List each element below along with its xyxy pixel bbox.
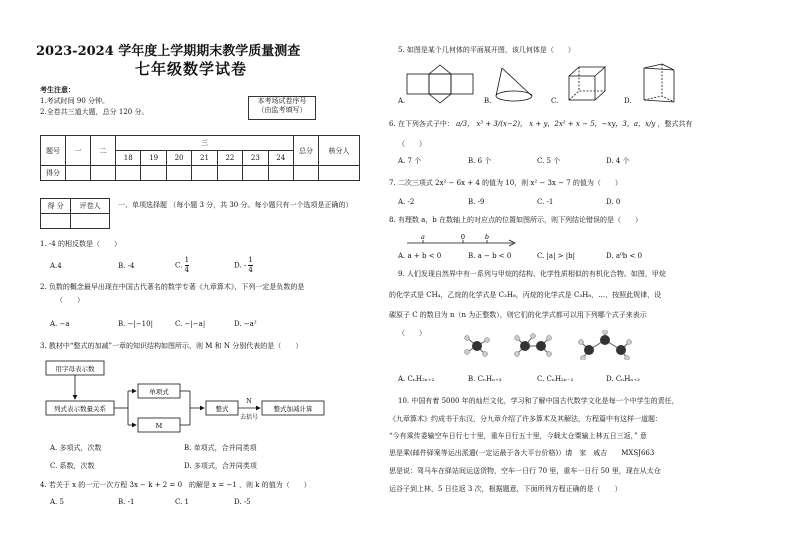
q1-d-denominator: 4 xyxy=(248,265,253,274)
prism-icon xyxy=(640,60,678,106)
score-table xyxy=(40,135,360,181)
section-reviewer-cell[interactable] xyxy=(71,214,110,229)
q9-option-a[interactable]: A. CₙH₂ₙ₊₂ xyxy=(398,375,435,383)
q6-option-b[interactable]: B. 6 个 xyxy=(468,157,492,165)
q3-node-m: M xyxy=(155,422,163,430)
q6-paren: （ ） xyxy=(398,140,426,148)
q1-stem: 1. -4 的相反数是（ ） xyxy=(40,240,121,248)
q3-stem: 3. 教材中“整式的加减”一章的知识结构如图所示，则 M 和 N 分别代表的是（ ） xyxy=(40,342,303,350)
score-sub-18: 18 xyxy=(116,151,141,166)
molecule-models xyxy=(455,330,675,360)
score-col-question: 题号 xyxy=(41,136,66,166)
q7-option-d[interactable]: D. 0 xyxy=(606,198,621,206)
q10-line-2: 《九章算术》约成书于东汉，分九章介绍了许多算术及其解法，方程篇中有这样一道题： xyxy=(389,415,662,423)
score-col-2: 二 xyxy=(91,136,116,166)
q1-c-numerator: 1 xyxy=(184,256,190,264)
score-cell[interactable] xyxy=(66,166,91,181)
q7-option-b[interactable]: B. -9 xyxy=(468,198,485,206)
q8-stem: 8. 有理数 a，b 在数轴上的对应点的位置如图所示，则下列结论错误的是（ ） xyxy=(389,216,643,224)
q6-option-d[interactable]: D. 4 个 xyxy=(606,157,630,165)
q4-option-b[interactable]: B. -1 xyxy=(118,498,135,506)
section-1-title: 一、单项选择题 （每小题 3 分，共 30 分。每小题只有一个选项是正确的） xyxy=(118,201,353,209)
q10-line-1: 10. 中国有着 5000 年的灿烂文化，学习和了解中国古代数学文化是每一个中学生的责任， xyxy=(398,397,679,405)
section-score-label: 得 分 xyxy=(41,199,71,214)
q9-option-c[interactable]: C. CₙH₂ₙ₋₂ xyxy=(537,375,574,383)
q3-node-letters: 用字母表示数 xyxy=(55,365,95,373)
q4-stem: 4. 若关于 x 的一元一次方程 3x − k + 2 = 0 的解是 x = −1 ，则 k 的值为（ ） xyxy=(40,481,311,489)
q8-label-b: b xyxy=(484,233,490,241)
cone-icon xyxy=(492,64,540,104)
q3-option-a[interactable]: A. 多项式，次数 xyxy=(50,444,102,452)
score-cell[interactable] xyxy=(91,166,116,181)
q4-option-c[interactable]: C. 1 xyxy=(175,498,190,506)
q9-option-d[interactable]: D. CₙHₙ₊₃ xyxy=(606,375,640,383)
notice-title: 考生注意： xyxy=(40,85,75,94)
q8-option-a[interactable]: A. a + b < 0 xyxy=(398,252,442,260)
q6-stem-post: ，整式共有 xyxy=(657,120,693,128)
q2-stem: 2. 负数的概念最早出现在中国古代著名的数学专著《九章算术》，下列一定是负数的是 xyxy=(40,283,305,291)
q1-option-b[interactable]: B. -4 xyxy=(118,262,135,270)
q9-line-2: 的化学式是 CH₄，乙烷的化学式是 C₂H₆，丙烷的化学式是 C₃H₈，…，按照此规律，设 xyxy=(389,291,662,299)
q5-option-d[interactable]: D. xyxy=(624,97,632,105)
score-sub-24: 24 xyxy=(268,151,293,166)
q7-option-a[interactable]: A. -2 xyxy=(398,198,415,206)
score-cell[interactable] xyxy=(319,166,360,181)
q3-option-d[interactable]: D. 多项式，合并同类项 xyxy=(184,462,257,470)
q10-line-4: 思是乘(邮件驿案等运出派遣(一定运最于各大平台价格)）请 家 戚吉 MXSJ663 xyxy=(389,449,655,457)
q10-line-5: 思是说：驾马车在驿站间运送货物，空车一日行 70 里，重车一日行 50 里，现在从太仓 xyxy=(389,467,661,475)
q9-option-b[interactable]: B. CₙHₙ₊₃ xyxy=(468,375,502,383)
q2-option-b[interactable]: B. −|−10| xyxy=(118,320,153,328)
q6-stem-pre: 6. 在下列各式子中： xyxy=(389,120,454,128)
exam-grade-title: 七年级数学试卷 xyxy=(135,60,248,78)
score-cell[interactable] xyxy=(192,166,217,181)
q1-option-c[interactable] xyxy=(175,256,189,275)
q4-option-d[interactable]: D. -5 xyxy=(234,498,251,506)
q8-option-c[interactable]: C. |a| > |b| xyxy=(537,252,575,260)
score-col-total: 总分 xyxy=(294,136,319,166)
q1-c-denominator: 4 xyxy=(184,265,190,274)
q1-option-d[interactable] xyxy=(234,256,253,275)
section-reviewer-label: 评卷人 xyxy=(71,199,110,214)
score-col-3: 三 xyxy=(116,136,294,151)
q10-line-6: 运谷子到上林，5 日往返 3 次，根据题意，下面所列方程正确的是（ ） xyxy=(389,485,622,493)
q9-line-1: 9. 人们发现自然界中有一系列与甲烷的结构、化学性质相似的有机化合物。如图，甲烷 xyxy=(398,270,666,278)
score-sub-20: 20 xyxy=(166,151,191,166)
seat-box-note: （由监考填写） xyxy=(257,105,307,114)
score-sub-22: 22 xyxy=(217,151,242,166)
notice-line-1: 1.考试时间 90 分钟。 xyxy=(40,97,110,105)
score-sub-21: 21 xyxy=(192,151,217,166)
q8-number-line xyxy=(405,232,517,248)
q6-option-c[interactable]: C. 5 个 xyxy=(537,157,561,165)
q9-paren: （ ） xyxy=(398,329,426,337)
q1-option-c-prefix: C. xyxy=(175,261,183,270)
q1-option-d-prefix: D. - xyxy=(234,261,247,270)
q6-expressions: a/3， x³ + 3/(x−2)， x + y，2x² + x − 5，−xy，3，a，x/y xyxy=(456,120,656,128)
q10-line-3: “今有乘传委输空车日行七十里，重车日行五十里，今载太仓粟输上林五日三返，” 意 xyxy=(389,432,647,440)
q6-option-a[interactable]: A. 7 个 xyxy=(398,157,422,165)
q1-option-a[interactable]: A.4 xyxy=(50,262,62,270)
score-cell[interactable] xyxy=(141,166,166,181)
q2-paren: （ ） xyxy=(56,296,84,304)
section-score-cell[interactable] xyxy=(41,214,71,229)
score-cell[interactable] xyxy=(217,166,242,181)
q5-option-b[interactable]: B. xyxy=(484,97,492,105)
q4-option-a[interactable]: A. 5 xyxy=(50,498,64,506)
q8-option-d[interactable]: D. a⁰b < 0 xyxy=(606,252,643,260)
q3-edge-n: N xyxy=(246,398,252,405)
q3-edge-merge: 去括号 xyxy=(239,414,259,421)
score-sub-19: 19 xyxy=(141,151,166,166)
q5-option-a[interactable]: A. xyxy=(398,97,406,105)
q3-node-polynomial: 整式 xyxy=(215,405,229,413)
q3-node-monomial: 单项式 xyxy=(149,388,169,396)
q9-line-3: 碳原子 C 的数目为 n（n 为正整数），则它们的化学式都可以用下列哪个式子来表示 xyxy=(389,311,647,319)
q5-stem: 5. 如图是某个几何体的平面展开图，该几何体是（ ） xyxy=(398,46,575,54)
seat-number-box xyxy=(248,96,316,120)
seat-box-label: 本考场试卷序号 xyxy=(257,97,307,105)
score-col-1: 一 xyxy=(66,136,91,166)
q2-option-a[interactable]: A. −a xyxy=(50,320,70,328)
cube-icon xyxy=(565,64,609,104)
q3-node-expression: 列式表示数量关系 xyxy=(54,405,106,413)
q2-option-c[interactable]: C. −|−a| xyxy=(175,320,206,328)
q5-option-c[interactable]: C. xyxy=(551,97,559,105)
score-cell[interactable] xyxy=(116,166,141,181)
q8-label-0: 0 xyxy=(460,233,466,241)
q3-knowledge-diagram xyxy=(44,355,344,435)
q3-node-calc: 整式加减计算 xyxy=(273,405,313,413)
q3-option-b[interactable]: B. 单项式，合并同类项 xyxy=(184,444,257,452)
score-cell[interactable] xyxy=(166,166,191,181)
q3-option-c[interactable]: C. 系数，次数 xyxy=(50,462,95,470)
exam-year-title: 2023-2024 学年度上学期期末教学质量测查 xyxy=(36,44,301,59)
notice-line-2: 2.全卷共三道大题，总分 120 分。 xyxy=(40,108,149,116)
score-cell[interactable] xyxy=(243,166,268,181)
q8-option-b[interactable]: B. a − b < 0 xyxy=(468,252,512,260)
q2-option-d[interactable]: D. −a² xyxy=(234,320,257,328)
q6-stem xyxy=(389,120,719,129)
section-score-box xyxy=(40,198,110,229)
score-row-label: 得分 xyxy=(41,166,66,181)
score-cell[interactable] xyxy=(268,166,293,181)
q1-d-numerator: 1 xyxy=(248,256,253,264)
score-col-checker: 核分人 xyxy=(319,136,360,166)
q5-net-figure xyxy=(405,64,485,104)
score-sub-23: 23 xyxy=(243,151,268,166)
score-cell[interactable] xyxy=(294,166,319,181)
q7-stem: 7. 二次三项式 2x² − 6x + 4 的值为 10，则 x² − 3x − 7 的值为（ ） xyxy=(389,179,622,187)
q7-option-c[interactable]: C. -1 xyxy=(537,198,554,206)
q8-label-a: a xyxy=(421,233,425,241)
